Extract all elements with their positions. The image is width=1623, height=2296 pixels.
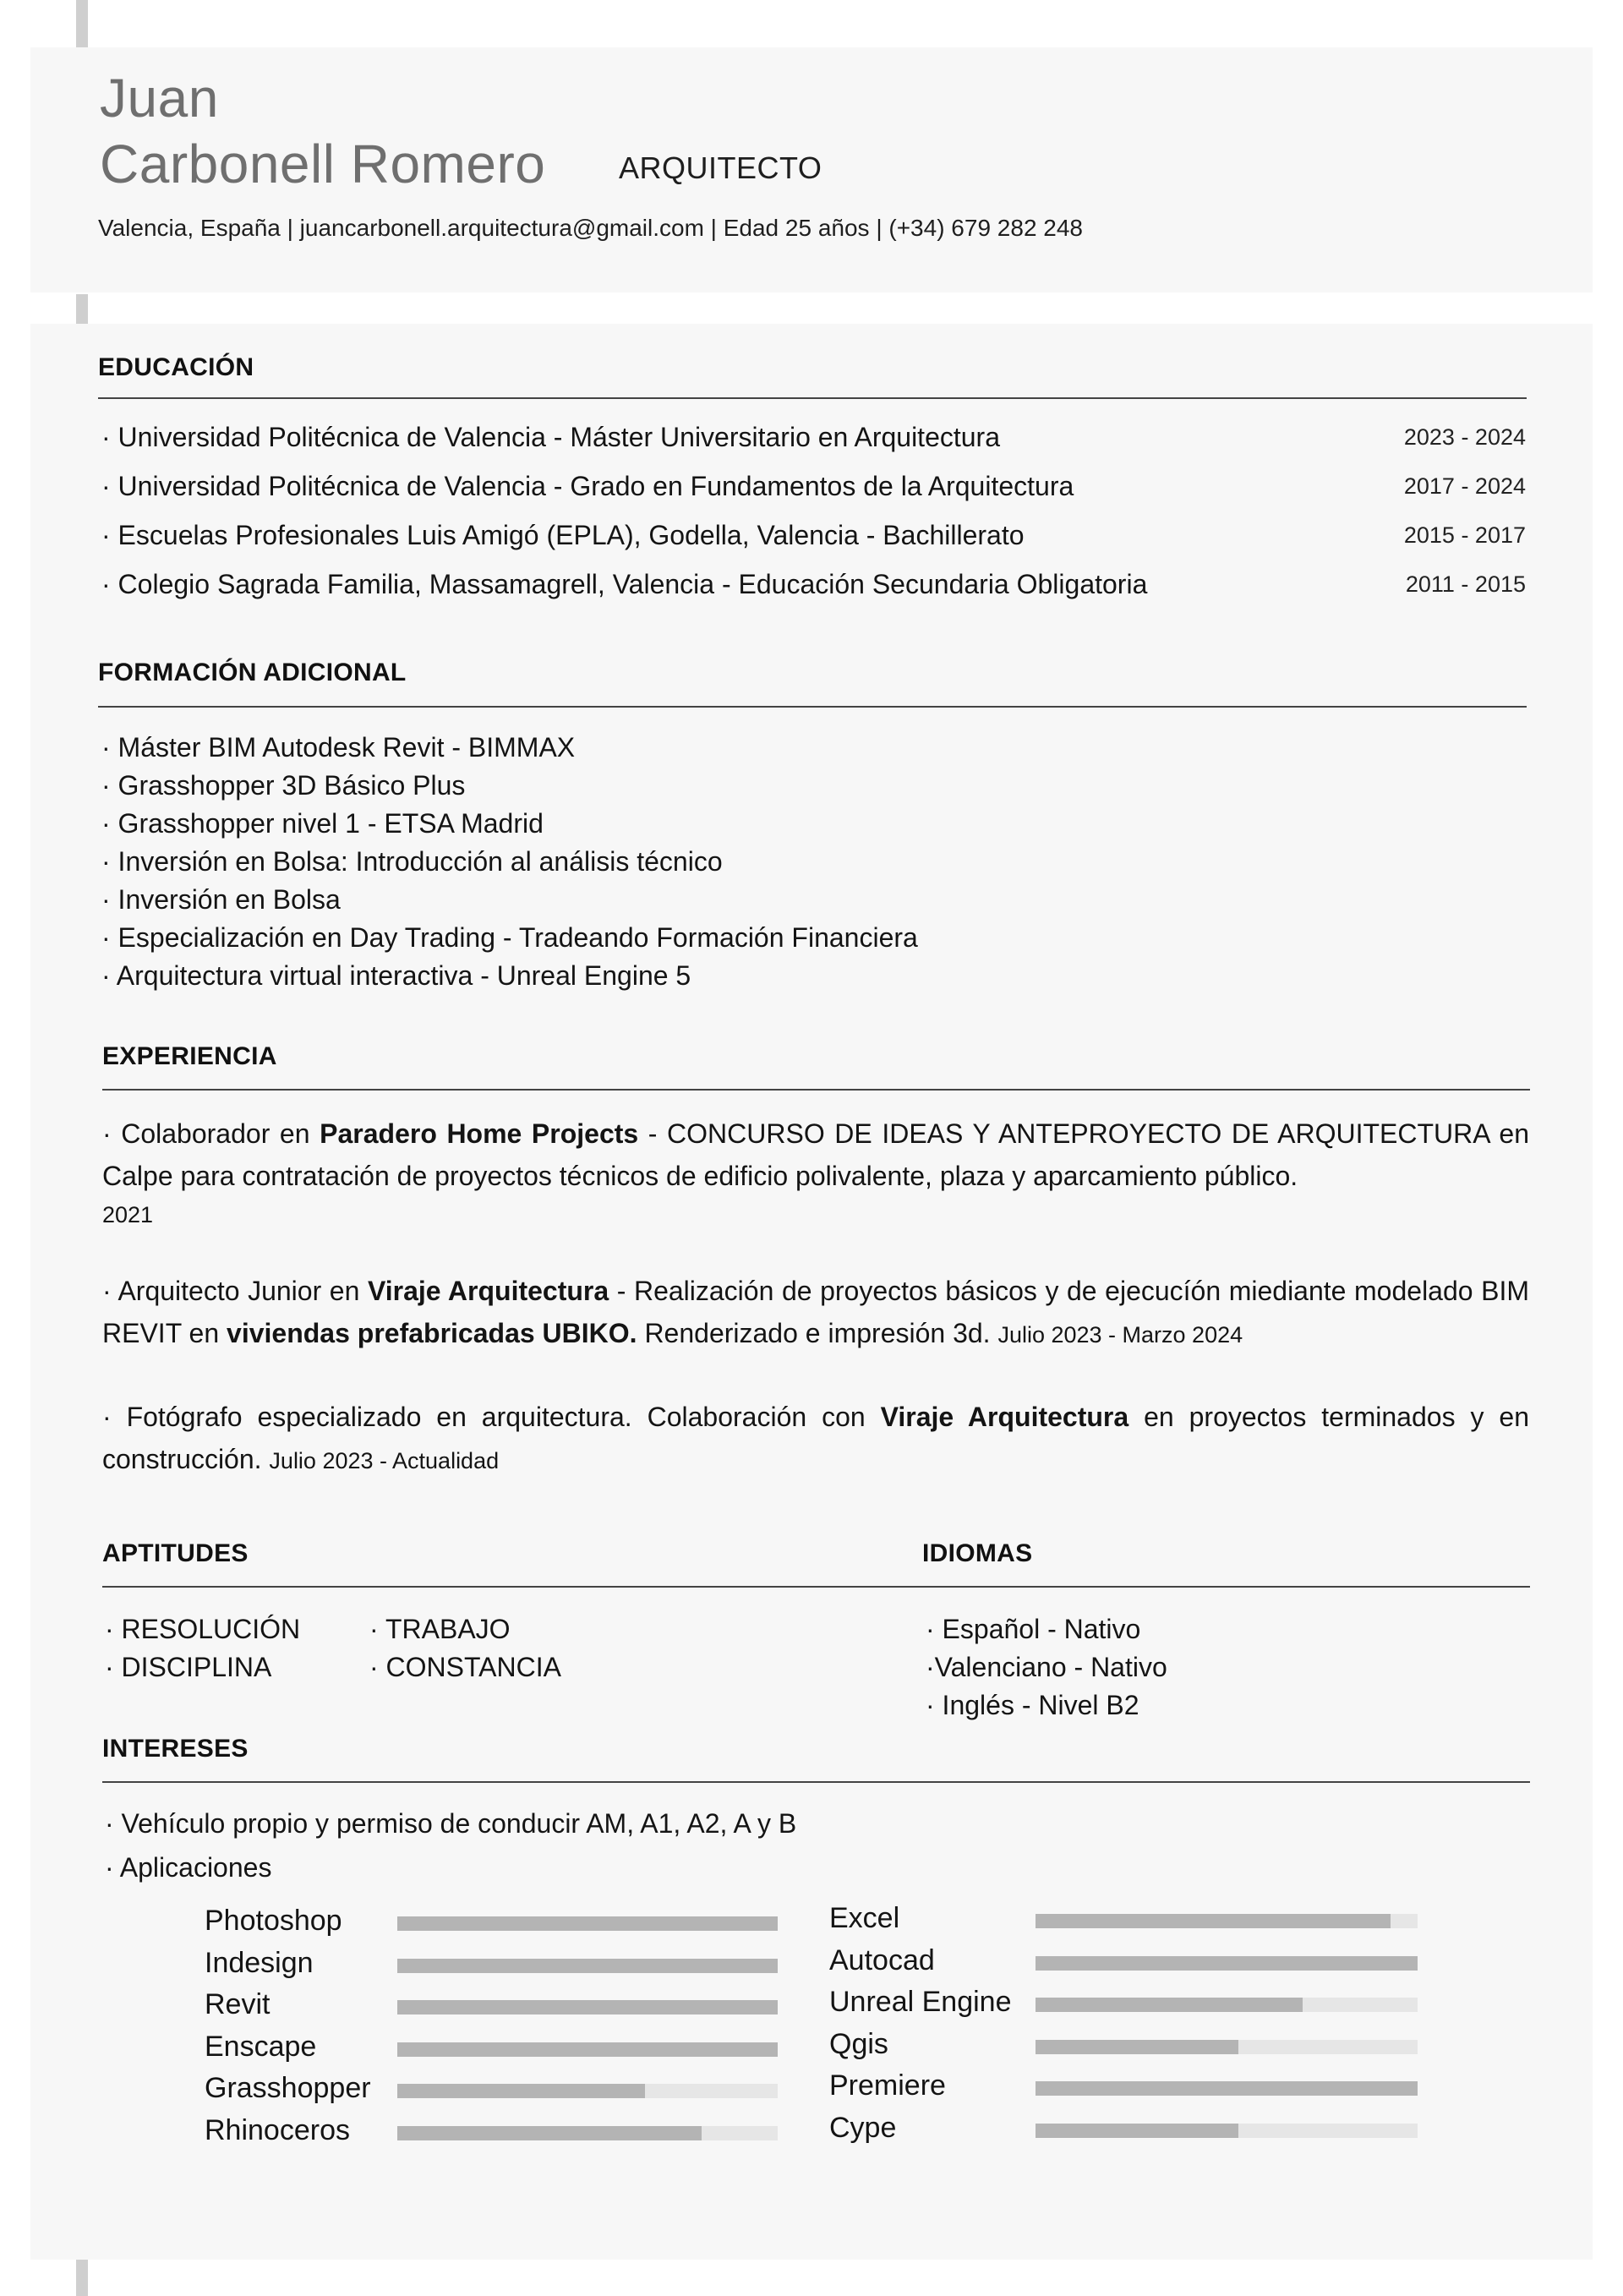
education-item-text: · Colegio Sagrada Familia, Massamagrell, Valencia - Educación Secundaria Obligatoria [101,569,1148,599]
skill-level-fill [1036,2081,1418,2096]
skill-item: · TRABAJO [369,1614,511,1644]
section-title-skills: APTITUDES [102,1539,249,1567]
education-item-date: 2011 - 2015 [1405,571,1526,597]
education-item-text: · Escuelas Profesionales Luis Amigó (EPLA), Godella, Valencia - Bachillerato [101,520,1025,550]
section-title-experience: EXPERIENCIA [102,1042,277,1070]
experience-prefix: · Fotógrafo especializado en arquitectura. Colaboración con [102,1402,881,1432]
training-item: · Arquitectura virtual interactiva - Unreal Engine 5 [101,960,691,991]
section-rule [102,1586,1530,1588]
decorative-bar [76,294,88,324]
skill-level-bar [397,1959,778,1973]
application-name: Excel [829,1902,900,1934]
interest-item: · Aplicaciones [105,1852,272,1883]
education-item [101,471,1526,505]
language-item: · Inglés - Nivel B2 [926,1690,1139,1720]
skill-level-fill [1036,1998,1303,2012]
skill-level-bar [1036,2040,1418,2054]
first-name: Juan [100,68,219,128]
training-item: · Inversión en Bolsa [101,884,341,915]
section-title-education: EDUCACIÓN [98,353,254,381]
experience-description: - Realización de proyectos básicos y de ejecucíón miediante modelado BIM REVIT en [102,1276,1530,1348]
application-name: Premiere [829,2069,946,2102]
skill-level-fill [397,1916,778,1931]
application-name: Indesign [205,1946,314,1979]
experience-date: Julio 2023 - Actualidad [269,1448,500,1473]
experience-date: 2021 [102,1202,154,1227]
section-rule [98,706,1527,708]
contact-info: Valencia, España | juancarbonell.arquitectura@gmail.com | Edad 25 años | (+34) 679 282 248 [98,215,1084,241]
skill-level-fill [397,2126,702,2140]
experience-tail: Renderizado e impresión 3d. [637,1318,998,1348]
skill-level-fill [1036,1956,1418,1971]
training-item: · Inversión en Bolsa: Introducción al análisis técnico [101,846,723,877]
application-name: Revit [205,1988,270,2020]
education-item-date: 2017 - 2024 [1403,473,1526,499]
skill-level-fill [397,2000,778,2014]
section-title-languages: IDIOMAS [922,1539,1033,1567]
skill-level-bar [397,2084,778,2098]
skill-level-bar [397,1916,778,1931]
skill-level-bar [1036,1956,1418,1971]
application-name: Qgis [829,2027,888,2060]
skill-level-fill [1036,2124,1238,2138]
experience-description: - CONCURSO DE IDEAS Y ANTEPROYECTO DE ARQUITECTURA en Calpe para contratación de proyectos técnicos de edificio polivalente, plaza y aparcamiento público. [102,1118,1530,1191]
experience-item [102,1270,1529,1356]
last-name: Carbonell Romero [100,134,546,194]
job-title: ARQUITECTO [619,150,822,185]
experience-company: Viraje Arquitectura [367,1276,609,1306]
interest-item: · Vehículo propio y permiso de conducir AM, A1, A2, A y B [105,1808,797,1839]
experience-company: Viraje Arquitectura [880,1402,1129,1432]
application-name: Enscape [205,2030,317,2063]
skill-level-bar [397,2000,778,2014]
skill-level-fill [397,2042,778,2057]
experience-description: en proyectos terminados y en construcción. [102,1402,1530,1474]
skill-item: · CONSTANCIA [369,1652,561,1682]
skill-level-bar [1036,1998,1418,2012]
language-item: ·Valenciano - Nativo [926,1652,1167,1682]
skill-level-bar [1036,1914,1418,1928]
section-rule [102,1089,1530,1091]
experience-prefix: · Colaborador en [102,1118,320,1149]
section-title-additional-training: FORMACIÓN ADICIONAL [98,659,407,686]
training-item: · Grasshopper nivel 1 - ETSA Madrid [101,808,544,839]
application-name: Cype [829,2111,897,2144]
skill-item: · RESOLUCIÓN [105,1614,301,1644]
application-name: Autocad [829,1943,935,1976]
training-item: · Grasshopper 3D Básico Plus [101,770,466,801]
education-item-text: · Universidad Politécnica de Valencia - Grado en Fundamentos de la Arquitectura [101,471,1074,501]
skill-level-bar [397,2126,778,2140]
decorative-bar [76,0,88,47]
skill-level-fill [397,1959,778,1973]
skill-level-bar [1036,2124,1418,2138]
skill-item: · DISCIPLINA [105,1652,272,1682]
experience-date: Julio 2023 - Marzo 2024 [997,1322,1243,1348]
application-name: Grasshopper [205,2072,371,2104]
application-name: Unreal Engine [829,1986,1012,2018]
decorative-bar [76,2260,88,2296]
education-item-date: 2023 - 2024 [1403,424,1526,450]
education-item [101,569,1526,603]
skill-level-bar [397,2042,778,2057]
training-item: · Especialización en Day Trading - Tradeando Formación Financiera [101,922,918,953]
training-item: · Máster BIM Autodesk Revit - BIMMAX [101,732,576,763]
skill-level-fill [1036,1914,1391,1928]
skill-level-fill [1036,2040,1238,2054]
education-item-date: 2015 - 2017 [1403,522,1526,548]
application-name: Rhinoceros [205,2113,350,2146]
section-rule [98,397,1527,399]
education-item [101,520,1526,554]
application-name: Photoshop [205,1905,342,1937]
experience-company: Paradero Home Projects [320,1118,639,1149]
section-rule [102,1781,1530,1783]
language-item: · Español - Nativo [926,1614,1141,1644]
section-title-interests: INTERESES [102,1735,249,1763]
experience-item [102,1112,1529,1197]
experience-prefix: · Arquitecto Junior en [102,1276,368,1306]
experience-item [102,1396,1529,1482]
skill-level-fill [397,2084,645,2098]
skill-level-bar [1036,2081,1418,2096]
education-item [101,422,1526,456]
experience-highlight: viviendas prefabricadas UBIKO. [227,1318,637,1348]
education-item-text: · Universidad Politécnica de Valencia - Máster Universitario en Arquitectura [101,422,1000,452]
